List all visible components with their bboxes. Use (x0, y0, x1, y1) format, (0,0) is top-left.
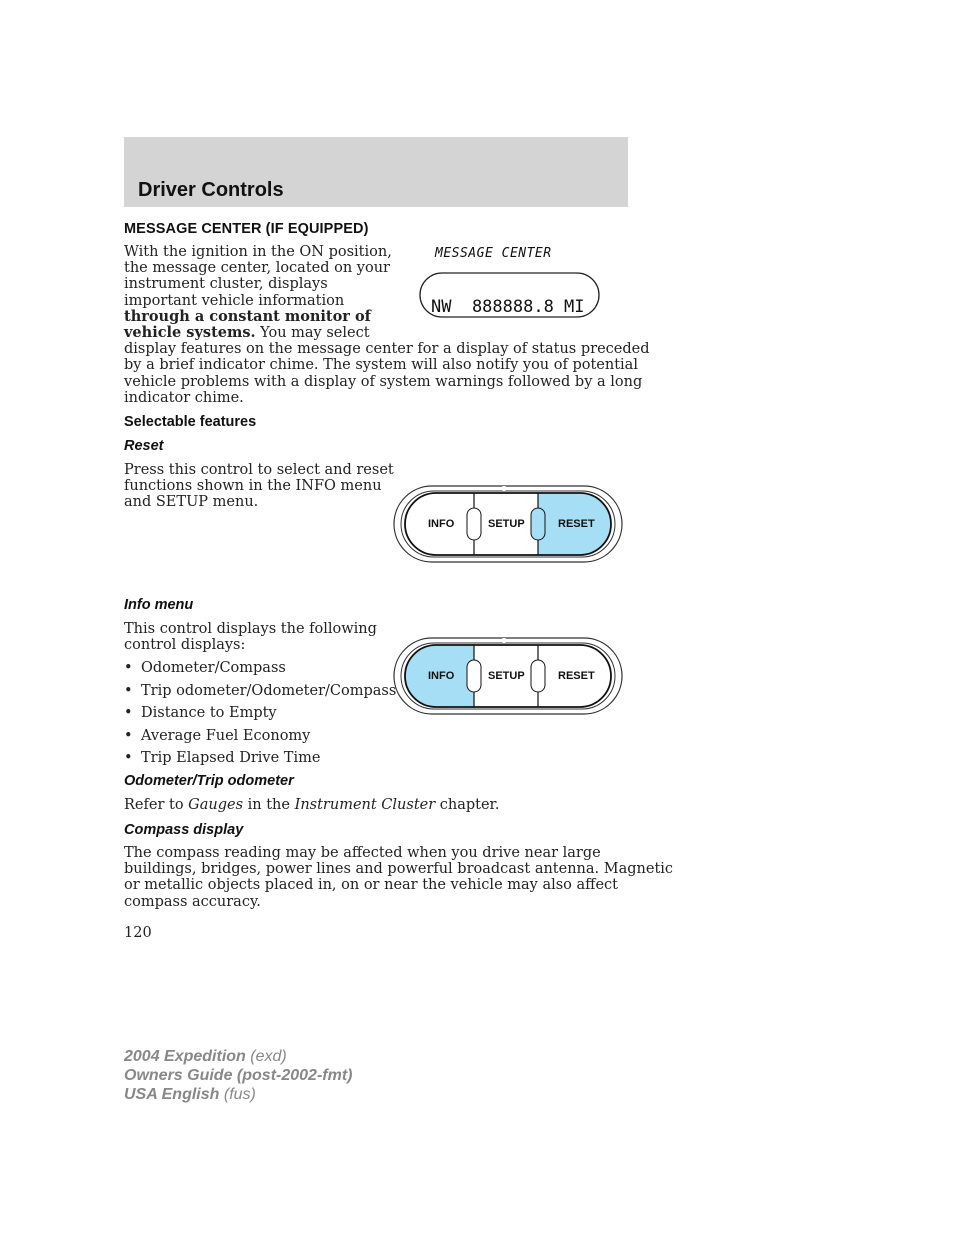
footer-guide: Owners Guide (post-2002-fmt) (124, 1067, 353, 1084)
footer-model-code: (exd) (245, 1048, 287, 1065)
reset-button: RESET (558, 518, 595, 530)
setup-button: SETUP (488, 670, 525, 682)
compass-heading: Compass display (124, 822, 244, 838)
chapter-header-band (124, 137, 628, 207)
intro-line: With the ignition in the ON position, (124, 244, 392, 260)
reset-line: and SETUP menu. (124, 494, 259, 511)
setup-button: SETUP (488, 518, 525, 530)
intro-line: display features on the message center for a display of status preceded (124, 341, 650, 358)
message-center-figure (415, 240, 605, 322)
reset-line: Press this control to select and reset (124, 462, 394, 478)
intro-line: instrument cluster, displays (124, 276, 328, 293)
intro-line: vehicle problems with a display of system warnings followed by a long (124, 373, 643, 390)
intro-line: You may select (255, 325, 370, 342)
info-menu-paragraph (124, 621, 377, 653)
footer-language-code: (fus) (219, 1086, 256, 1103)
intro-line: indicator chime. (124, 389, 244, 406)
compass-line: compass accuracy. (124, 893, 261, 910)
intro-bold-text: through a constant monitor of (124, 307, 371, 325)
info-menu-heading: Info menu (124, 597, 194, 613)
button-cluster-reset-figure (392, 484, 624, 564)
reset-heading: Reset (124, 438, 164, 454)
subsection-title: Selectable features (124, 414, 257, 430)
compass-line: buildings, bridges, power lines and powerful broadcast antenna. Magnetic (124, 861, 674, 878)
chapter-title: Driver Controls (138, 179, 284, 201)
compass-paragraph (124, 845, 673, 910)
reset-paragraph (124, 462, 394, 511)
document-footer (124, 1047, 352, 1104)
compass-line: The compass reading may be affected when you drive near large (124, 845, 601, 861)
intro-line: important vehicle information (124, 292, 345, 309)
info-button: INFO (428, 670, 455, 682)
odometer-paragraph: Refer to Gauges in the Instrument Cluster chapter. (124, 797, 500, 813)
message-center-label: MESSAGE CENTER (435, 246, 552, 261)
list-item: • Odometer/Compass (124, 660, 286, 676)
display-readout: NW 888888.8 MI (431, 297, 585, 317)
list-item: • Trip odometer/Odometer/Compass (124, 682, 397, 699)
reset-line: functions shown in the INFO menu (124, 478, 382, 495)
section-title: MESSAGE CENTER (IF EQUIPPED) (124, 221, 369, 237)
info-menu-line: control displays: (124, 637, 246, 654)
footer-model: 2004 Expedition (124, 1048, 246, 1065)
info-menu-list (124, 658, 396, 771)
instrument-cluster-reference: Instrument Cluster (294, 797, 436, 813)
odometer-heading: Odometer/Trip odometer (124, 773, 294, 789)
list-item: • Average Fuel Economy (124, 727, 311, 744)
intro-line: by a brief indicator chime. The system will also notify you of potential (124, 357, 638, 374)
list-item: • Distance to Empty (124, 705, 277, 722)
compass-line: or metallic objects placed in, on or near the vehicle may also affect (124, 877, 618, 894)
button-cluster-info-figure (392, 636, 624, 716)
gauges-reference: Gauges (188, 797, 244, 813)
reset-button: RESET (558, 670, 595, 682)
footer-language: USA English (124, 1086, 220, 1103)
info-button: INFO (428, 518, 455, 530)
page-number: 120 (124, 925, 152, 941)
intro-line: the message center, located on your (124, 260, 390, 277)
intro-bold-text: vehicle systems. (124, 324, 256, 342)
list-item: • Trip Elapsed Drive Time (124, 750, 321, 767)
info-menu-line: This control displays the following (124, 621, 377, 637)
